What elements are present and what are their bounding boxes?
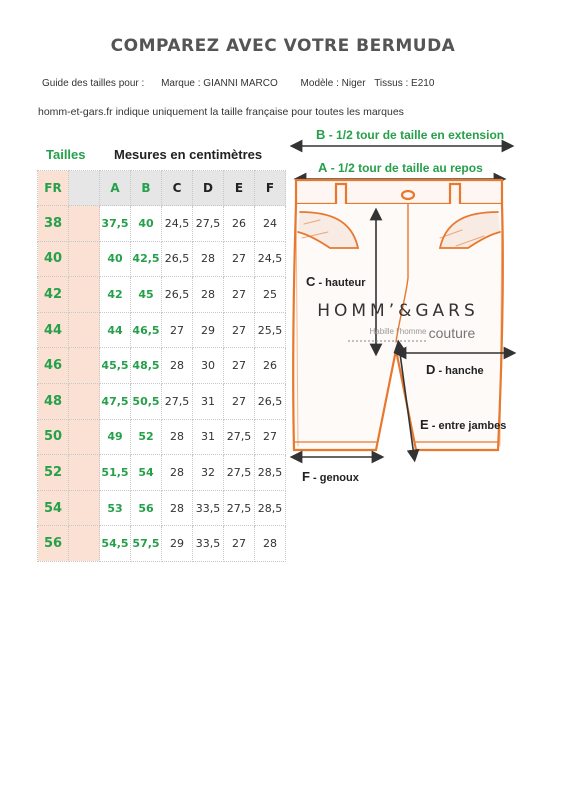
size-fr: 56 <box>38 526 69 562</box>
header-f: F <box>255 171 286 206</box>
header-e: E <box>224 171 255 206</box>
size-fr: 42 <box>38 277 69 313</box>
cell-d: 32 <box>193 455 224 491</box>
table-row <box>38 277 286 313</box>
cell-c: 28 <box>162 348 193 384</box>
size-fr: 48 <box>38 383 69 419</box>
table-row <box>38 455 286 491</box>
table-header-row <box>38 171 286 206</box>
cell-b: 40 <box>131 206 162 242</box>
table-row <box>38 490 286 526</box>
row-spacer <box>69 348 100 384</box>
guide-marque: Marque : GIANNI MARCO <box>161 78 278 89</box>
label-f: F - genoux <box>302 469 359 484</box>
cell-b: 54 <box>131 455 162 491</box>
cell-e: 27 <box>224 348 255 384</box>
cell-a: 47,5 <box>100 383 131 419</box>
cell-a: 49 <box>100 419 131 455</box>
cell-b: 45 <box>131 277 162 313</box>
label-e: E - entre jambes <box>420 417 507 432</box>
size-fr: 38 <box>38 206 69 242</box>
table-row <box>38 312 286 348</box>
size-fr: 54 <box>38 490 69 526</box>
cell-b: 46,5 <box>131 312 162 348</box>
table-row <box>38 206 286 242</box>
cell-f: 26 <box>255 348 286 384</box>
cell-d: 28 <box>193 241 224 277</box>
row-spacer <box>69 206 100 242</box>
row-spacer <box>69 383 100 419</box>
header-b: B <box>131 171 162 206</box>
row-spacer <box>69 277 100 313</box>
table-row <box>38 241 286 277</box>
cell-f: 25,5 <box>255 312 286 348</box>
cell-c: 29 <box>162 526 193 562</box>
cell-f: 25 <box>255 277 286 313</box>
label-d: D - hanche <box>426 362 484 377</box>
cell-a: 51,5 <box>100 455 131 491</box>
cell-d: 31 <box>193 383 224 419</box>
cell-f: 24 <box>255 206 286 242</box>
cell-e: 27 <box>224 277 255 313</box>
row-spacer <box>69 419 100 455</box>
mesures-label: Mesures en centimètres <box>114 147 263 162</box>
cell-e: 27 <box>224 526 255 562</box>
cell-b: 42,5 <box>131 241 162 277</box>
cell-e: 27,5 <box>224 455 255 491</box>
label-a: A - 1/2 tour de taille au repos <box>318 160 483 175</box>
size-fr: 52 <box>38 455 69 491</box>
cell-d: 27,5 <box>193 206 224 242</box>
cell-f: 28 <box>255 526 286 562</box>
cell-c: 28 <box>162 490 193 526</box>
header-c: C <box>162 171 193 206</box>
cell-f: 28,5 <box>255 455 286 491</box>
guide-intro: Guide des tailles pour : <box>42 78 145 89</box>
cell-a: 53 <box>100 490 131 526</box>
header-a: A <box>100 171 131 206</box>
table-row <box>38 419 286 455</box>
cell-d: 30 <box>193 348 224 384</box>
brand-logo-couture: couture <box>428 325 476 341</box>
cell-f: 24,5 <box>255 241 286 277</box>
cell-a: 37,5 <box>100 206 131 242</box>
cell-e: 27 <box>224 383 255 419</box>
row-spacer <box>69 455 100 491</box>
page-title: COMPAREZ AVEC VOTRE BERMUDA <box>110 36 456 56</box>
cell-e: 27 <box>224 241 255 277</box>
size-note: homm-et-gars.fr indique uniquement la taille française pour toutes les marques <box>38 106 404 118</box>
cell-f: 28,5 <box>255 490 286 526</box>
cell-e: 27,5 <box>224 419 255 455</box>
cell-d: 33,5 <box>193 490 224 526</box>
guide-tissus: Tissus : E210 <box>374 78 435 89</box>
row-spacer <box>69 241 100 277</box>
bermuda-diagram <box>280 120 530 500</box>
cell-a: 44 <box>100 312 131 348</box>
cell-b: 52 <box>131 419 162 455</box>
row-spacer <box>69 526 100 562</box>
guide-line <box>42 78 440 89</box>
row-spacer <box>69 312 100 348</box>
cell-f: 26,5 <box>255 383 286 419</box>
cell-a: 45,5 <box>100 348 131 384</box>
cell-b: 50,5 <box>131 383 162 419</box>
brand-logo-subtitle: Habille l’homme <box>369 327 427 336</box>
guide-modele: Modèle : Niger <box>300 78 366 89</box>
cell-c: 27 <box>162 312 193 348</box>
table-row <box>38 526 286 562</box>
cell-c: 28 <box>162 419 193 455</box>
cell-a: 40 <box>100 241 131 277</box>
header-fr: FR <box>38 171 69 206</box>
size-fr: 44 <box>38 312 69 348</box>
cell-d: 29 <box>193 312 224 348</box>
table-row <box>38 348 286 384</box>
table-row <box>38 383 286 419</box>
size-fr: 50 <box>38 419 69 455</box>
tailles-label: Tailles <box>46 147 86 162</box>
cell-e: 27 <box>224 312 255 348</box>
label-c: C - hauteur <box>306 274 366 289</box>
brand-logo: HOMM’&GARS <box>317 301 479 321</box>
header-spacer <box>69 171 100 206</box>
cell-e: 27,5 <box>224 490 255 526</box>
cell-d: 31 <box>193 419 224 455</box>
cell-d: 33,5 <box>193 526 224 562</box>
cell-a: 42 <box>100 277 131 313</box>
size-fr: 46 <box>38 348 69 384</box>
cell-b: 48,5 <box>131 348 162 384</box>
cell-b: 56 <box>131 490 162 526</box>
cell-a: 54,5 <box>100 526 131 562</box>
cell-b: 57,5 <box>131 526 162 562</box>
cell-c: 24,5 <box>162 206 193 242</box>
cell-c: 26,5 <box>162 277 193 313</box>
label-b: B - 1/2 tour de taille en extension <box>316 127 505 142</box>
header-d: D <box>193 171 224 206</box>
cell-c: 27,5 <box>162 383 193 419</box>
cell-f: 27 <box>255 419 286 455</box>
row-spacer <box>69 490 100 526</box>
size-table <box>37 170 286 562</box>
cell-c: 26,5 <box>162 241 193 277</box>
cell-c: 28 <box>162 455 193 491</box>
size-fr: 40 <box>38 241 69 277</box>
cell-d: 28 <box>193 277 224 313</box>
cell-e: 26 <box>224 206 255 242</box>
